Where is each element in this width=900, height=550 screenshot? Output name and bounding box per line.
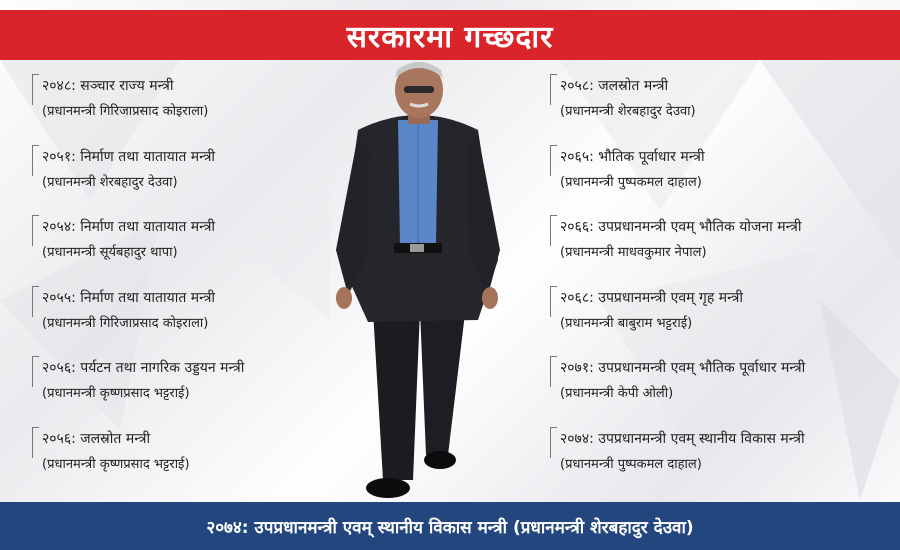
entry-post: २०५८: जलस्रोत मन्त्री (560, 78, 669, 94)
bracket-mark (550, 215, 557, 246)
entry-pm: (प्रधानमन्त्री शेरबहादुर देउवा) (560, 104, 696, 119)
footer-banner (0, 502, 900, 550)
bracket-mark (550, 286, 557, 317)
timeline-entry (540, 211, 890, 282)
timeline-entry (540, 423, 890, 494)
person-photo (328, 60, 508, 505)
entry-pm: (प्रधानमन्त्री माधवकुमार नेपाल) (560, 245, 707, 260)
timeline-entry (22, 282, 352, 353)
entry-pm: (प्रधानमन्त्री कृष्णप्रसाद भट्टराई) (42, 456, 190, 472)
entry-post: २०५६: जलस्रोत मन्त्री (42, 430, 151, 447)
bracket-mark (550, 356, 557, 387)
entry-post: २०४८: सञ्चार राज्य मन्त्री (42, 78, 174, 94)
timeline-entry (540, 141, 890, 212)
entry-pm: (प्रधानमन्त्री बाबुराम भट्टराई) (560, 315, 693, 331)
entry-pm: (प्रधानमन्त्री शेरबहादुर देउवा) (42, 174, 178, 190)
bracket-mark (550, 427, 557, 458)
timeline-entry (22, 70, 352, 141)
entry-post: २०६८: उपप्रधानमन्त्री एवम् गृह मन्त्री (560, 289, 743, 306)
bracket-mark (32, 427, 39, 458)
timeline-entry (22, 352, 352, 423)
timeline-entry (22, 141, 352, 212)
entry-post: २०६६: उपप्रधानमन्त्री एवम् भौतिक योजना मन्त्री (560, 219, 802, 235)
entry-post: २०५४: निर्माण तथा यातायात मन्त्री (42, 219, 216, 235)
current-post-text: २०७४: उपप्रधानमन्त्री एवम् स्थानीय विकास मन्त्री (प्रधानमन्त्री शेरबहादुर देउवा) (206, 517, 694, 538)
bracket-mark (32, 215, 39, 246)
entry-pm: (प्रधानमन्त्री कृष्णप्रसाद भट्टराई) (42, 386, 190, 401)
header-banner (0, 10, 900, 60)
entry-pm: (प्रधानमन्त्री सूर्यबहादुर थापा) (42, 245, 178, 260)
entry-pm: (प्रधानमन्त्री केपी ओली) (560, 386, 674, 401)
timeline-entry (22, 423, 352, 494)
bracket-mark (550, 74, 557, 105)
timeline-entry (540, 352, 890, 423)
timeline-entry (540, 70, 890, 141)
right-timeline (540, 70, 890, 493)
left-timeline (22, 70, 352, 493)
page-title: सरकारमा गच्छदार (346, 19, 554, 55)
bracket-mark (32, 145, 39, 176)
bracket-mark (32, 74, 39, 105)
entry-post: २०६५: भौतिक पूर्वाधार मन्त्री (560, 148, 705, 165)
entry-post: २०५१: निर्माण तथा यातायात मन्त्री (42, 148, 216, 165)
bracket-mark (550, 145, 557, 176)
entry-post: २०५५: निर्माण तथा यातायात मन्त्री (42, 289, 216, 306)
entry-post: २०५६: पर्यटन तथा नागरिक उड्डयन मन्त्री (42, 360, 245, 376)
timeline-entry (22, 211, 352, 282)
entry-pm: (प्रधानमन्त्री पुष्पकमल दाहाल) (560, 174, 702, 190)
entry-pm: (प्रधानमन्त्री गिरिजाप्रसाद कोइराला) (42, 315, 209, 331)
timeline-entry (540, 282, 890, 353)
bracket-mark (32, 286, 39, 317)
entry-pm: (प्रधानमन्त्री पुष्पकमल दाहाल) (560, 456, 702, 472)
bracket-mark (32, 356, 39, 387)
entry-post: २०७१: उपप्रधानमन्त्री एवम् भौतिक पूर्वाधार मन्त्री (560, 360, 806, 376)
entry-pm: (प्रधानमन्त्री गिरिजाप्रसाद कोइराला) (42, 104, 209, 119)
entry-post: २०७४: उपप्रधानमन्त्री एवम् स्थानीय विकास मन्त्री (560, 430, 805, 447)
